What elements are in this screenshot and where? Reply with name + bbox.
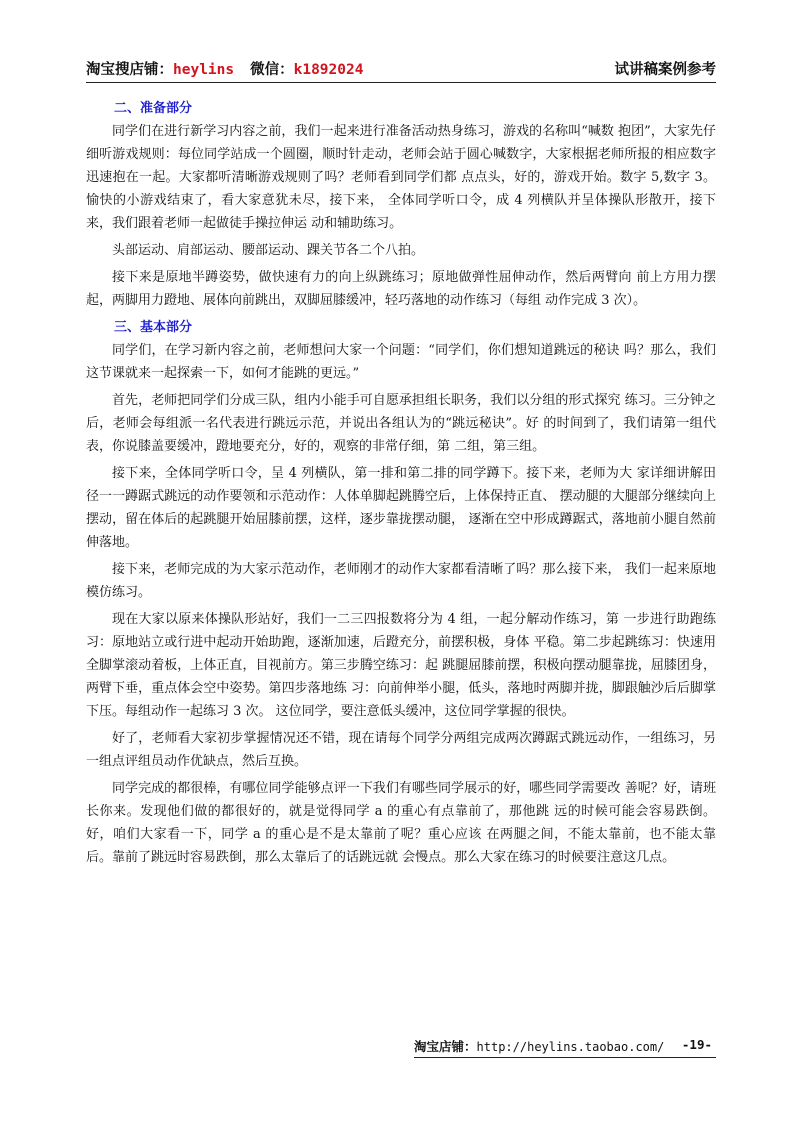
paragraph: 同学们，在学习新内容之前，老师想问大家一个问题：“同学们，你们想知道跳远的秘诀 吗？那么，我们这节课就来一起探索一下，如何才能跳的更远。” [86, 343, 716, 381]
paragraph: 现在大家以原来体操队形站好，我们一二三四报数将分为 4 组，一起分解动作练习，第 一步进行助跑练习：原地站立或行进中起动开始助跑，逐渐加速，后蹬充分，前摆积极，身体 平稳。第二步起跳练习：快速用全脚掌滚动着板，上体正直，目视前方。第三步腾空练习：起 跳腿屈膝前摆，积极向摆动腿靠拢，屈膝团身，两臂下垂，重点体会空中姿势。第四步落地练 习：向前伸举小腿，低头，落地时两脚并拢，脚跟触沙后后脚掌下压。每组动作一起练习 3 次。 这位同学，要注意低头缓冲，这位同学掌握的很快。 [86, 612, 716, 719]
paragraph: 接下来，老师完成的为大家示范动作，老师刚才的动作大家都看清晰了吗？那么接下来， 我们一起来原地模仿练习。 [86, 562, 716, 600]
document-body [86, 97, 716, 873]
paragraph: 接下来是原地半蹲姿势，做快速有力的向上纵跳练习；原地做弹性屈伸动作，然后两臂向 前上方用力摆起，两脚用力蹬地、展体向前跳出，双脚屈膝缓冲，轻巧落地的动作练习（每组 动作完成 3 次）。 [86, 270, 716, 308]
shop-id: heylins [173, 62, 235, 78]
wechat-label: 微信： [250, 61, 294, 78]
paragraph: 首先，老师把同学们分成三队，组内小能手可自愿承担组长职务，我们以分组的形式探究 练习。三分钟之后，老师会每组派一名代表进行跳远示范，并说出各组认为的“跳远秘诀”。好 的时间到了，我们请第一组代表，你说膝盖要缓冲，蹬地要充分，好的，观察的非常仔细，第 二组，第三组。 [86, 393, 716, 454]
page-number: -19- [681, 1037, 712, 1052]
paragraph: 头部运动、肩部运动、腰部运动、踝关节各二个八拍。 [112, 243, 425, 258]
paragraph: 接下来，全体同学听口令，呈 4 列横队，第一排和第二排的同学蹲下。接下来，老师为大 家详细讲解田径一一蹲踞式跳远的动作要领和示范动作：人体单脚起跳腾空后，上体保持正直、 摆动腿的大腿部分继续向上摆动，留在体后的起跳腿开始屈膝前摆，这样，逐步靠拢摆动腿， 逐渐在空中形成蹲踞式，落地前小腿自然前伸落地。 [86, 466, 716, 550]
section-heading-basic: 三、基本部分 [114, 320, 193, 335]
footer-shop-label: 淘宝店铺： [414, 1039, 477, 1054]
footer-shop-link[interactable]: http://heylins.taobao.com/ [476, 1040, 665, 1054]
page-footer [414, 1037, 716, 1058]
document-title: 试讲稿案例参考 [614, 61, 716, 78]
page-header [86, 56, 716, 83]
section-heading-preparation: 二、准备部分 [114, 101, 193, 116]
shop-label: 淘宝搜店铺： [86, 61, 173, 78]
header-shop-info [86, 58, 363, 79]
paragraph: 同学完成的都很棒，有哪位同学能够点评一下我们有哪些同学展示的好，哪些同学需要改 善呢？好，请班长你来。发现他们做的都很好的，就是觉得同学 a 的重心有点靠前了，那他跳 远的时候可能会容易跌倒。好，咱们大家看一下，同学 a 的重心是不是太靠前了呢？重心应该 在两腿之间，不能太靠前，也不能太靠后。靠前了跳远时容易跌倒，那么太靠后了的话跳远就 会慢点。那么大家在练习的时候要注意这几点。 [86, 781, 716, 865]
paragraph: 同学们在进行新学习内容之前，我们一起来进行准备活动热身练习，游戏的名称叫“喊数 抱团”，大家先仔细听游戏规则：每位同学站成一个圆圈，顺时针走动，老师会站于圆心喊数字，大家根据老师所报的相应数字迅速抱在一起。大家都听清晰游戏规则了吗？老师看到同学们都 点点头，好的，游戏开始。数字 5,数字 3。愉快的小游戏结束了，看大家意犹未尽，接下来， 全体同学听口令，成 4 列横队并呈体操队形散开，接下来，我们跟着老师一起做徒手操拉伸运 动和辅助练习。 [86, 124, 716, 231]
paragraph: 好了，老师看大家初步掌握情况还不错，现在请每个同学分两组完成两次蹲踞式跳远动作，一组练习，另一组点评组员动作优缺点，然后互换。 [86, 731, 716, 769]
wechat-id: k1892024 [293, 62, 364, 78]
